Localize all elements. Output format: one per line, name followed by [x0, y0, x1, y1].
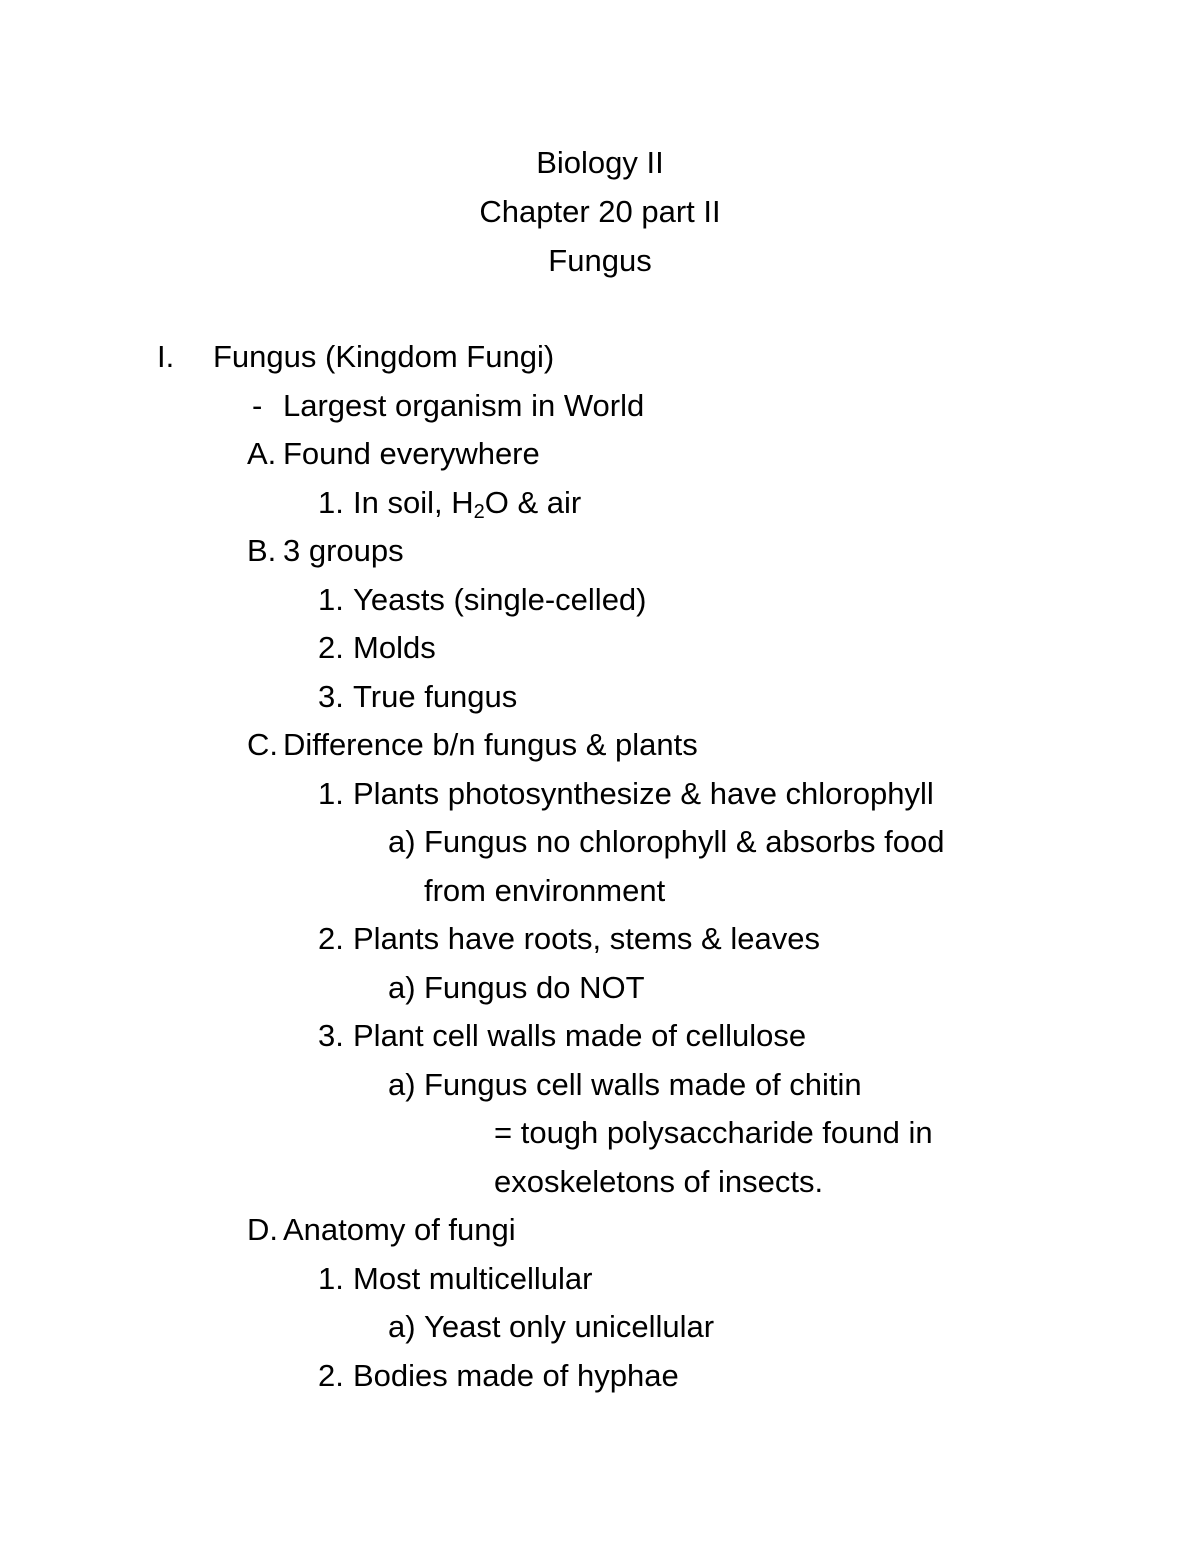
outline-item: from environment — [424, 872, 666, 908]
outline-marker: 3. — [318, 1018, 344, 1053]
outline-marker: 1. — [318, 581, 344, 617]
outline-marker: - — [252, 387, 263, 423]
document-subtitle: Chapter 20 part II — [479, 194, 721, 229]
outline-item: Fungus (Kingdom Fungi) — [213, 339, 555, 374]
outline-marker: 2. — [318, 630, 344, 665]
outline-item: 3 groups — [283, 533, 404, 568]
outline-marker: 1. — [318, 1260, 344, 1296]
outline-item: Fungus no chlorophyll & absorbs food — [424, 824, 945, 859]
outline-marker: 2. — [318, 921, 344, 956]
outline-item: Molds — [353, 630, 436, 665]
outline-item: = tough polysaccharide found in — [494, 1115, 933, 1150]
outline-marker: B. — [247, 533, 277, 568]
outline-item: Found everywhere — [283, 436, 540, 471]
outline-marker: a) — [388, 969, 416, 1005]
outline-item: Largest organism in World — [283, 387, 645, 423]
outline-marker: I. — [157, 339, 175, 374]
outline-item: exoskeletons of insects. — [494, 1163, 824, 1199]
outline-item: Plants have roots, stems & leaves — [353, 921, 820, 956]
outline-item: Fungus cell walls made of chitin — [424, 1066, 862, 1102]
document-title: Biology II — [536, 145, 664, 180]
outline-marker: D. — [247, 1212, 278, 1247]
outline-marker: 3. — [318, 678, 344, 714]
outline-marker: a) — [388, 1309, 416, 1344]
outline-marker: 2. — [318, 1357, 344, 1393]
outline-item: Difference b/n fungus & plants — [283, 727, 698, 762]
outline-marker: 1. — [318, 484, 344, 520]
outline-marker: a) — [388, 824, 416, 859]
outline-item: Bodies made of hyphae — [353, 1357, 679, 1393]
outline-marker: 1. — [318, 775, 344, 811]
outline-text: In soil, H — [353, 484, 474, 520]
outline-item: Yeasts (single-celled) — [353, 581, 647, 617]
outline-marker: C. — [247, 727, 278, 762]
outline-item: Anatomy of fungi — [283, 1212, 516, 1247]
outline-item: Yeast only unicellular — [424, 1309, 715, 1344]
outline-text: O & air — [484, 484, 582, 520]
outline-item: Plants photosynthesize & have chlorophyll — [353, 775, 934, 811]
outline-item: Most multicellular — [353, 1260, 593, 1296]
outline-marker: A. — [247, 436, 277, 471]
outline-marker: a) — [388, 1066, 416, 1102]
subscript: 2 — [473, 500, 485, 523]
outline-item — [353, 479, 581, 527]
outline-item: Plant cell walls made of cellulose — [353, 1018, 807, 1053]
document-topic: Fungus — [548, 243, 652, 278]
outline-item: True fungus — [353, 678, 518, 714]
outline-item: Fungus do NOT — [424, 969, 645, 1005]
